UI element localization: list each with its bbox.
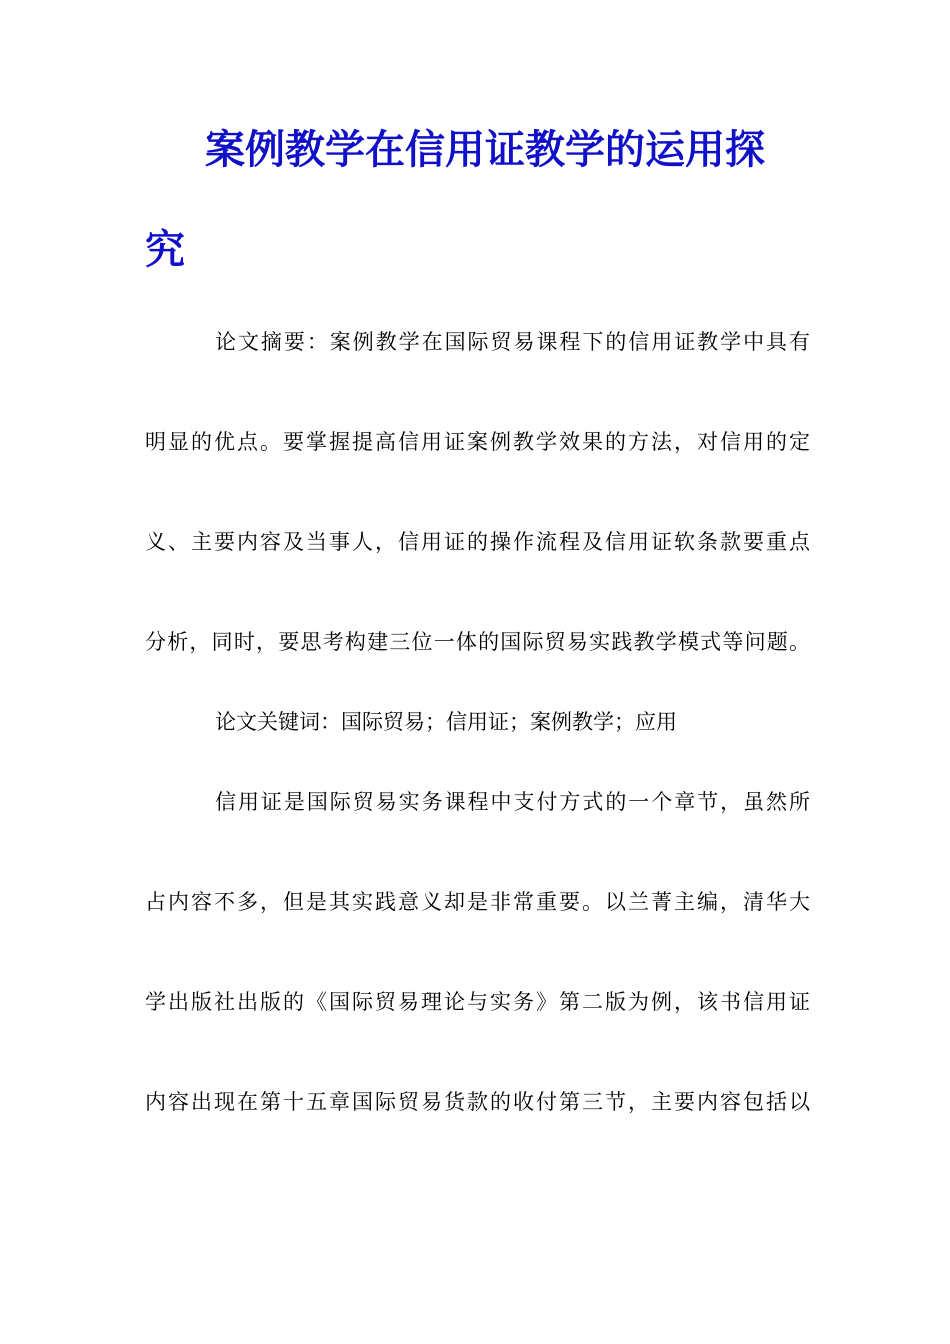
abstract-line-4: 分析，同时，要思考构建三位一体的国际贸易实践教学模式等问题。 — [145, 630, 810, 654]
body-line-4: 内容出现在第十五章国际贸易货款的收付第三节，主要内容包括以 — [145, 1090, 810, 1114]
abstract-line-1: 论文摘要：案例教学在国际贸易课程下的信用证教学中具有 — [215, 330, 810, 354]
body-line-3: 学出版社出版的《国际贸易理论与实务》第二版为例，该书信用证 — [145, 990, 810, 1014]
body-line-1: 信用证是国际贸易实务课程中支付方式的一个章节，虽然所 — [215, 790, 810, 814]
abstract-line-2: 明显的优点。要掌握提高信用证案例教学效果的方法，对信用的定 — [145, 430, 810, 454]
body-line-2: 占内容不多，但是其实践意义却是非常重要。以兰菁主编，清华大 — [145, 890, 810, 914]
keywords-line: 论文关键词：国际贸易；信用证；案例教学；应用 — [215, 710, 677, 734]
document-title-line-2: 究 — [145, 226, 185, 273]
abstract-line-3: 义、主要内容及当事人，信用证的操作流程及信用证软条款要重点 — [145, 530, 810, 554]
document-title-line-1: 案例教学在信用证教学的运用探 — [205, 126, 765, 173]
